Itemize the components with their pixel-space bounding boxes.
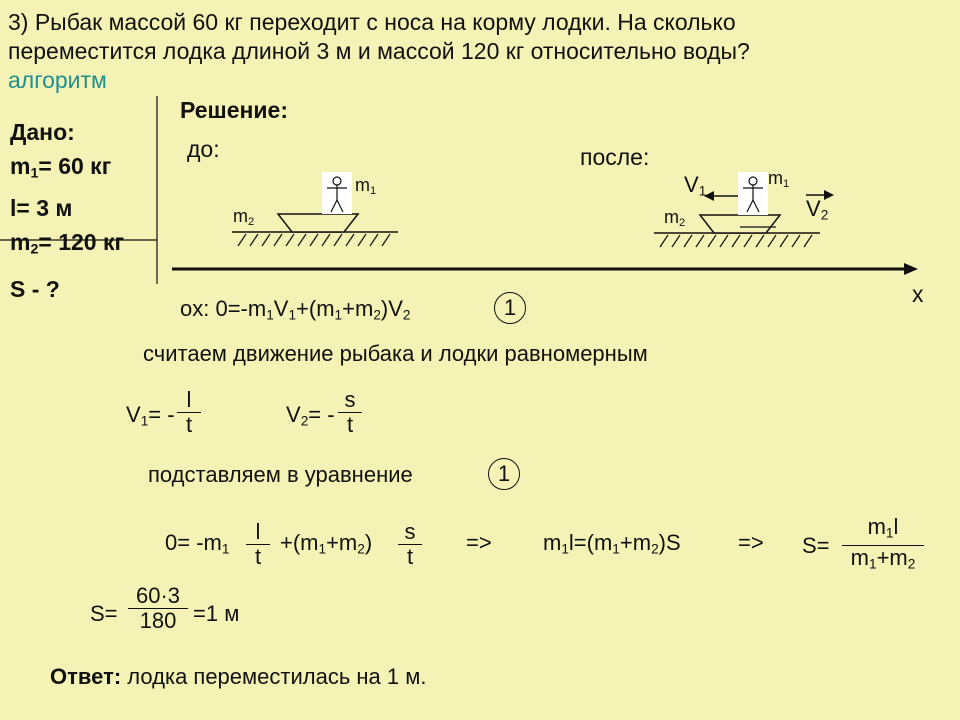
ox-equation: ox: $0=-m_1V_1+(m_1+m_2)V_2$ [180, 296, 411, 323]
problem-line-2: переместится лодка длиной 3 м и массой 120 кг относительно воды? [8, 38, 750, 64]
equation-ref-1: 1 [494, 292, 526, 324]
eq-frac2-den: t [406, 544, 414, 569]
after-m2-label: $m_2$ [664, 207, 686, 229]
eq-fraction-2 [398, 520, 422, 569]
calc-denominator: 180 [139, 608, 177, 633]
eq-part-a: $0= -m_1$ [165, 530, 230, 557]
v1-fraction [177, 388, 201, 437]
calc-fraction [128, 584, 188, 633]
after-v2-label: $V_2$ [806, 196, 829, 223]
calc-lhs: S= [90, 601, 118, 626]
after-v1-label: $V_1$ [684, 172, 707, 199]
eq-fraction-1 [246, 520, 270, 569]
equation-ref-2: 1 [488, 458, 520, 490]
label-after: после: [580, 144, 650, 170]
label-before: до: [187, 136, 220, 162]
eq-frac1-num: l [246, 520, 270, 545]
given-title: Дано: [10, 119, 75, 145]
answer-line [50, 664, 427, 690]
v1-denominator: t [185, 412, 193, 437]
calc-result: =1 м [193, 601, 240, 626]
v2-numerator: s [338, 388, 362, 413]
arrow-implies-1: => [466, 530, 492, 555]
arrow-implies-2: => [738, 530, 764, 555]
x-axis-label: x [912, 281, 924, 307]
v2-fraction [338, 388, 362, 437]
eq-frac1-den: t [254, 544, 262, 569]
answer-text: лодка переместилась на 1 м. [121, 664, 427, 689]
s-formula-fraction [842, 515, 924, 577]
problem-line-1: 3) Рыбак массой 60 кг переходит с носа на корму лодки. На сколько [8, 9, 736, 35]
algorithm-link[interactable]: алгоритм [8, 67, 107, 93]
eq-frac2-num: s [398, 520, 422, 545]
v2-denominator: t [346, 412, 354, 437]
s-formula-denominator: $m_1+m_2$ [850, 545, 916, 572]
given-m2: $m_2= 120$ кг [10, 228, 125, 258]
uniform-motion-text: считаем движение рыбака и лодки равномерным [143, 341, 648, 366]
eq-part-b: $+(m_1+m_2)$ [280, 530, 373, 557]
eq-part-c: $m_1l=(m_1+m_2)S$ [543, 530, 681, 557]
given-l: l= 3 м [10, 194, 73, 221]
v1-definition: $V_1=$ - [126, 402, 175, 429]
v1-numerator: l [177, 388, 201, 413]
answer-label: Ответ: [50, 664, 122, 689]
s-formula-numerator: $m_1l$ [842, 515, 924, 546]
before-m2-label: $m_2$ [233, 206, 255, 228]
s-formula-lhs: S= [802, 533, 830, 558]
after-m1-label: $m_1$ [768, 168, 790, 190]
v2-definition: $V_2=$ - [286, 402, 335, 429]
before-m1-label: $m_1$ [355, 175, 377, 197]
given-m1: $m_1= 60$ кг [10, 153, 112, 182]
calc-numerator: 60·3 [128, 584, 188, 609]
substitute-text: подставляем в уравнение [148, 462, 413, 487]
solution-title: Решение: [180, 97, 289, 123]
given-find: S - ? [10, 276, 60, 303]
